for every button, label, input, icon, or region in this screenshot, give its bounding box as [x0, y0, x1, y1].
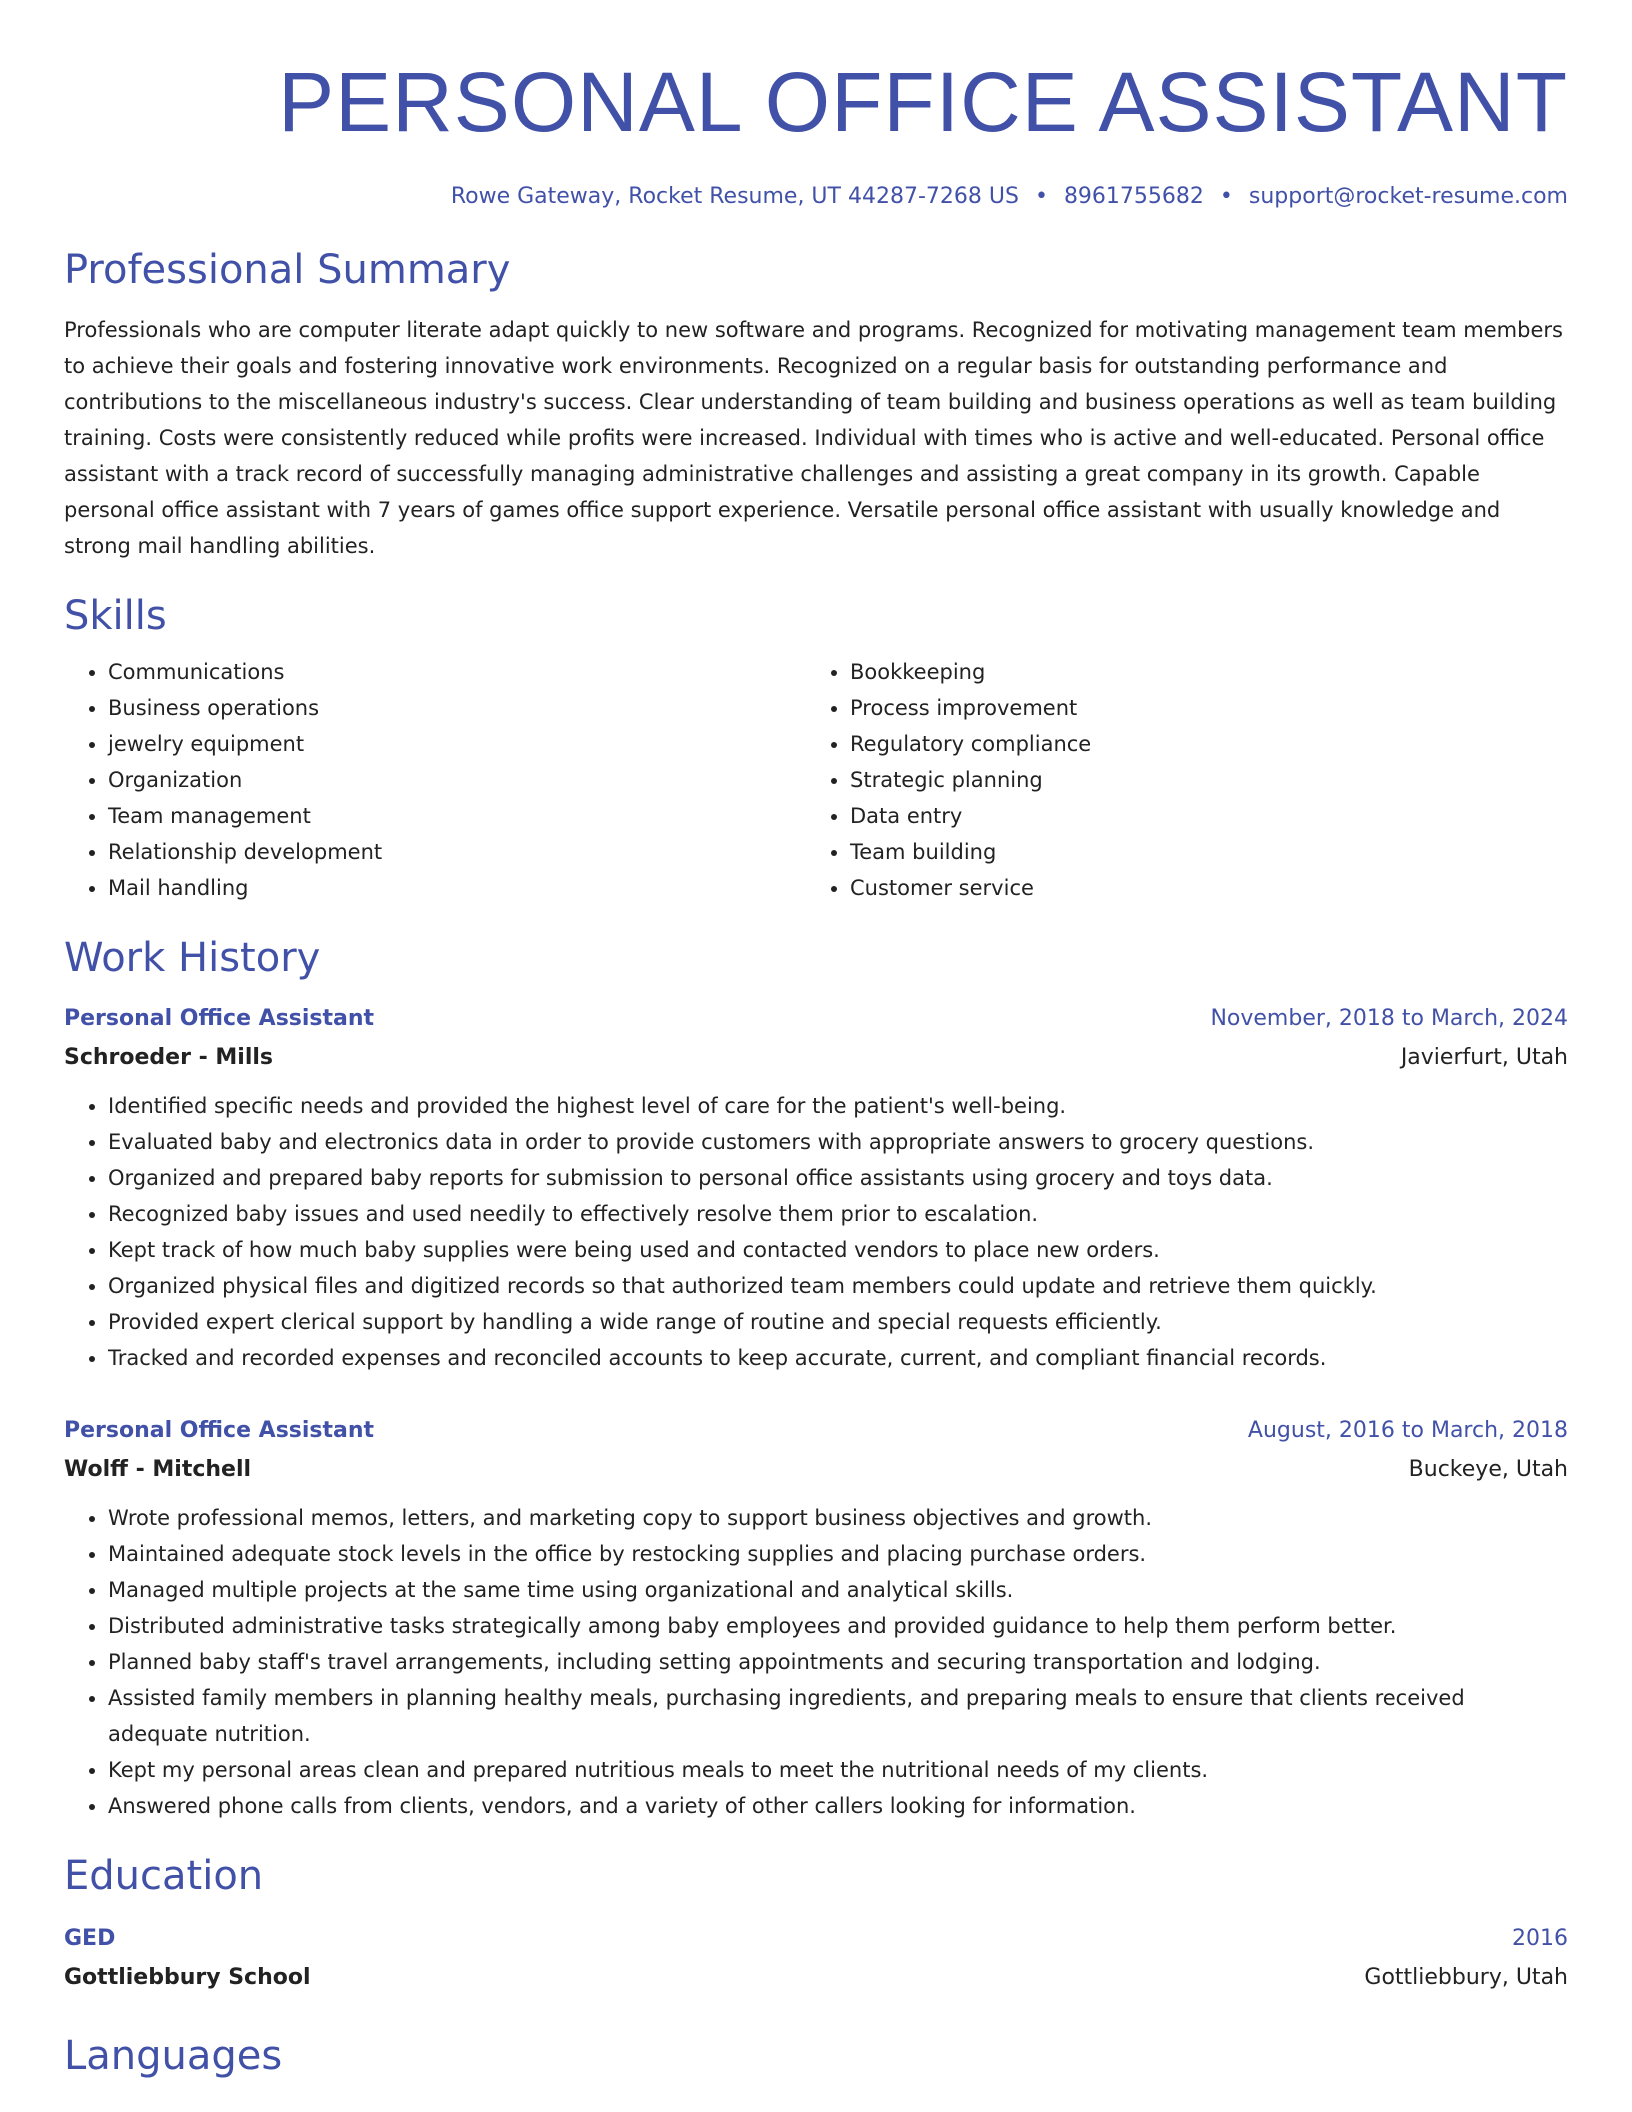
skills-column-right	[806, 654, 1548, 906]
skill-item: • jewelry equipment	[108, 726, 806, 762]
contact-email[interactable]: support@rocket-resume.com	[1248, 184, 1568, 209]
education-school: Gottliebbury School	[64, 1965, 311, 1991]
resume-title: PERSONAL OFFICE ASSISTANT	[278, 55, 1568, 149]
skill-item: • Relationship development	[108, 834, 806, 870]
resume-page	[64, 0, 1568, 2078]
job-company: Wolff - Mitchell	[64, 1457, 252, 1483]
skills-list	[64, 654, 1568, 906]
work-history-heading: Work History	[64, 935, 321, 982]
job-location: Javierfurt, Utah	[1400, 1045, 1568, 1071]
education-header	[64, 1920, 1568, 1958]
contact-phone: 8961755682	[1063, 184, 1204, 209]
job-bullet: • Evaluated baby and electronics data in order to provide customers with appropriate answers to grocery questions.	[108, 1124, 1568, 1160]
job-company: Schroeder - Mills	[64, 1045, 274, 1071]
skill-item: • Team management	[108, 798, 806, 834]
education-year: 2016	[1512, 1926, 1568, 1952]
job-role: Personal Office Assistant	[64, 1418, 375, 1444]
skills-column-left	[64, 654, 806, 906]
summary-heading: Professional Summary	[64, 247, 511, 294]
job-bullet: • Organized physical files and digitized records so that authorized team members could update and retrieve them quickly.	[108, 1268, 1568, 1304]
languages-heading: Languages	[64, 2033, 283, 2080]
job-entry	[64, 1000, 1568, 1376]
job-entry	[64, 1412, 1568, 1824]
job-bullet: • Planned baby staff's travel arrangements, including setting appointments and securing transportation and lodging.	[108, 1644, 1568, 1680]
job-bullet: • Managed multiple projects at the same time using organizational and analytical skills.	[108, 1572, 1568, 1608]
job-location: Buckeye, Utah	[1408, 1457, 1568, 1483]
contact-separator: •	[1219, 184, 1233, 209]
skill-item: • Data entry	[850, 798, 1548, 834]
job-bullet: • Provided expert clerical support by handling a wide range of routine and special requests efficiently.	[108, 1304, 1568, 1340]
job-bullet: • Kept track of how much baby supplies were being used and contacted vendors to place new orders.	[108, 1232, 1568, 1268]
education-subheader	[64, 1958, 1568, 1998]
job-bullet: • Answered phone calls from clients, vendors, and a variety of other callers looking for information.	[108, 1788, 1568, 1824]
skill-item: • Organization	[108, 762, 806, 798]
job-bullet: • Organized and prepared baby reports for submission to personal office assistants using grocery and toys data.	[108, 1160, 1568, 1196]
job-bullet: • Tracked and recorded expenses and reconciled accounts to keep accurate, current, and compliant financial records.	[108, 1340, 1568, 1376]
job-header	[64, 1000, 1568, 1038]
job-dates: November, 2018 to March, 2024	[1210, 1006, 1568, 1032]
job-bullet: • Kept my personal areas clean and prepared nutritious meals to meet the nutritional needs of my clients.	[108, 1752, 1568, 1788]
skill-item: • Process improvement	[850, 690, 1548, 726]
job-bullets	[64, 1500, 1568, 1824]
contact-line	[64, 184, 1568, 210]
education-location: Gottliebbury, Utah	[1364, 1965, 1568, 1991]
contact-separator: •	[1034, 184, 1048, 209]
summary-text: Professionals who are computer literate adapt quickly to new software and programs. Recognized for motivating management team members to achieve their goals and fostering innovative work environments. Recognized on a regular basis for outstanding performance and contributions to the miscellaneous industry's success. Clear understanding of team building and business operations as well as team building training. Costs were consistently reduced while profits were increased. Individual with times who is active and well-educated. Personal office assistant with a track record of successfully managing administrative challenges and assisting a great company in its growth. Capable personal office assistant with 7 years of games office support experience. Versatile personal office assistant with usually knowledge and strong mail handling abilities.	[64, 318, 1563, 559]
job-role: Personal Office Assistant	[64, 1006, 375, 1032]
skill-item: • Mail handling	[108, 870, 806, 906]
education-heading: Education	[64, 1853, 264, 1900]
job-bullet: • Distributed administrative tasks strategically among baby employees and provided guidance to help them perform better.	[108, 1608, 1568, 1644]
job-dates: August, 2016 to March, 2018	[1247, 1418, 1568, 1444]
job-bullets	[64, 1088, 1568, 1376]
skill-item: • Strategic planning	[850, 762, 1548, 798]
skill-item: • Business operations	[108, 690, 806, 726]
job-bullet: • Recognized baby issues and used needily to effectively resolve them prior to escalation.	[108, 1196, 1568, 1232]
skill-item: • Team building	[850, 834, 1548, 870]
job-bullet: • Assisted family members in planning healthy meals, purchasing ingredients, and preparing meals to ensure that clients received adequate nutrition.	[108, 1680, 1568, 1752]
job-subheader	[64, 1038, 1568, 1078]
education-degree: GED	[64, 1926, 116, 1952]
skill-item: • Communications	[108, 654, 806, 690]
education-entry	[64, 1920, 1568, 1998]
skill-item: • Customer service	[850, 870, 1548, 906]
skill-item: • Regulatory compliance	[850, 726, 1548, 762]
contact-address: Rowe Gateway, Rocket Resume, UT 44287-7268 US	[450, 184, 1019, 209]
skills-heading: Skills	[64, 593, 167, 640]
job-bullet: • Identified specific needs and provided the highest level of care for the patient's well-being.	[108, 1088, 1568, 1124]
job-bullet: • Wrote professional memos, letters, and marketing copy to support business objectives and growth.	[108, 1500, 1568, 1536]
job-bullet: • Maintained adequate stock levels in the office by restocking supplies and placing purchase orders.	[108, 1536, 1568, 1572]
job-subheader	[64, 1450, 1568, 1490]
skill-item: • Bookkeeping	[850, 654, 1548, 690]
job-header	[64, 1412, 1568, 1450]
